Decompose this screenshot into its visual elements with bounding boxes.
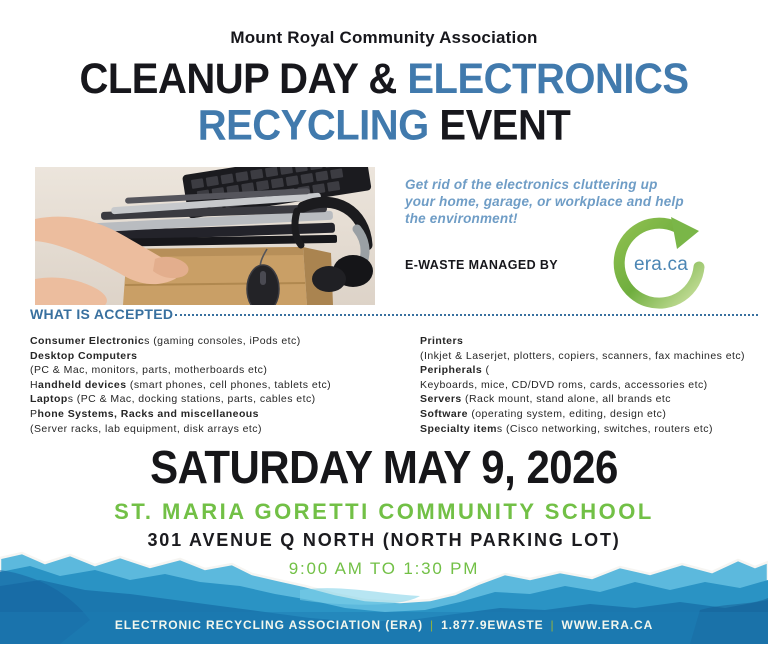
accepted-item-line xyxy=(420,363,760,378)
title-line-1 xyxy=(0,56,768,103)
accepted-item-line xyxy=(420,378,760,393)
title-line-2 xyxy=(0,103,768,150)
era-logo xyxy=(613,215,709,311)
accepted-item-line xyxy=(30,334,415,349)
accepted-item-detail: (PC & Mac, monitors, parts, motherboards etc) xyxy=(30,364,268,377)
accepted-item-line xyxy=(30,392,415,407)
title-line2-dark: EVENT xyxy=(428,102,571,150)
ewaste-box-photo xyxy=(35,167,375,305)
accepted-item-name: Consumer Electronic xyxy=(30,335,145,347)
title-line1-dark: CLEANUP DAY & xyxy=(79,56,408,103)
accepted-item-detail: ( xyxy=(482,364,490,377)
accepted-item-name: hone Systems, Racks and miscellaneous xyxy=(37,407,259,420)
footer-website: WWW.ERA.CA xyxy=(561,618,654,632)
title-line2-blue: RECYCLING xyxy=(197,102,429,150)
event-time: 9:00 AM TO 1:30 PM xyxy=(288,559,480,578)
accepted-item-line xyxy=(30,363,415,378)
accepted-item-line xyxy=(30,378,415,393)
event-date: SATURDAY MAY 9, 2026 xyxy=(150,441,618,493)
title-line1-blue: ELECTRONICS xyxy=(407,56,689,103)
accepted-item-detail: s (PC & Mac, docking stations, parts, cables etc) xyxy=(67,393,316,406)
accepted-item-detail: P xyxy=(30,407,38,420)
accepted-heading: WHAT IS ACCEPTED xyxy=(30,306,174,322)
accepted-section-header xyxy=(30,306,758,322)
accepted-list-left xyxy=(30,334,415,436)
accepted-item-name: Peripherals xyxy=(420,364,483,377)
footer-bar xyxy=(0,618,768,632)
accepted-item-name: Specialty item xyxy=(420,422,497,435)
ewaste-box-illustration xyxy=(35,167,375,305)
accepted-item-name: Servers xyxy=(420,393,462,406)
accepted-item-detail: (Rack mount, stand alone, all brands etc xyxy=(461,393,671,406)
association-name: Mount Royal Community Association xyxy=(230,28,538,47)
accepted-item-line xyxy=(420,407,760,422)
accepted-item-line xyxy=(420,334,760,349)
footer-separator-2: | xyxy=(550,618,555,632)
accepted-item-line xyxy=(30,407,415,422)
accepted-item-name: Laptop xyxy=(30,393,68,406)
accepted-item-line xyxy=(420,349,760,364)
dotted-divider xyxy=(175,314,758,316)
accepted-item-line xyxy=(420,422,760,437)
managed-by-label: E-WASTE MANAGED BY xyxy=(405,258,559,272)
poster-title xyxy=(0,56,768,149)
accepted-item-line xyxy=(30,349,415,364)
pitch-text: Get rid of the electronics cluttering up your home, garage, or workplace and help the environment! xyxy=(405,177,684,226)
accepted-item-detail: s (Cisco networking, switches, routers etc) xyxy=(496,422,713,435)
accepted-item-detail: s (gaming consoles, iPods etc) xyxy=(144,335,301,347)
footer-phone: 1.877.9EWASTE xyxy=(441,618,544,632)
accepted-item-name: Printers xyxy=(420,335,464,347)
accepted-item-line xyxy=(30,422,415,437)
accepted-item-detail: Keyboards, mice, CD/DVD roms, cards, accessories etc) xyxy=(420,378,708,391)
accepted-item-name: andheld devices xyxy=(38,378,127,391)
event-address: 301 AVENUE Q NORTH (NORTH PARKING LOT) xyxy=(147,530,621,550)
accepted-item-name: Desktop Computers xyxy=(30,349,138,362)
footer-separator-1: | xyxy=(430,618,435,632)
accepted-item-detail: H xyxy=(30,378,39,391)
accepted-item-detail: (operating system, editing, design etc) xyxy=(467,407,667,420)
accepted-list-right xyxy=(420,334,760,436)
accepted-item-line xyxy=(420,392,760,407)
footer-org: ELECTRONIC RECYCLING ASSOCIATION (ERA) xyxy=(114,618,424,632)
era-logo-text: era.ca xyxy=(633,254,688,275)
accepted-item-detail: (Inkjet & Laserjet, plotters, copiers, scanners, fax machines etc) xyxy=(420,349,745,362)
accepted-item-detail: (Server racks, lab equipment, disk arrays etc) xyxy=(30,422,262,435)
event-venue: ST. MARIA GORETTI COMMUNITY SCHOOL xyxy=(114,499,654,524)
accepted-item-name: Software xyxy=(420,407,468,420)
accepted-item-detail: (smart phones, cell phones, tablets etc) xyxy=(126,378,332,391)
